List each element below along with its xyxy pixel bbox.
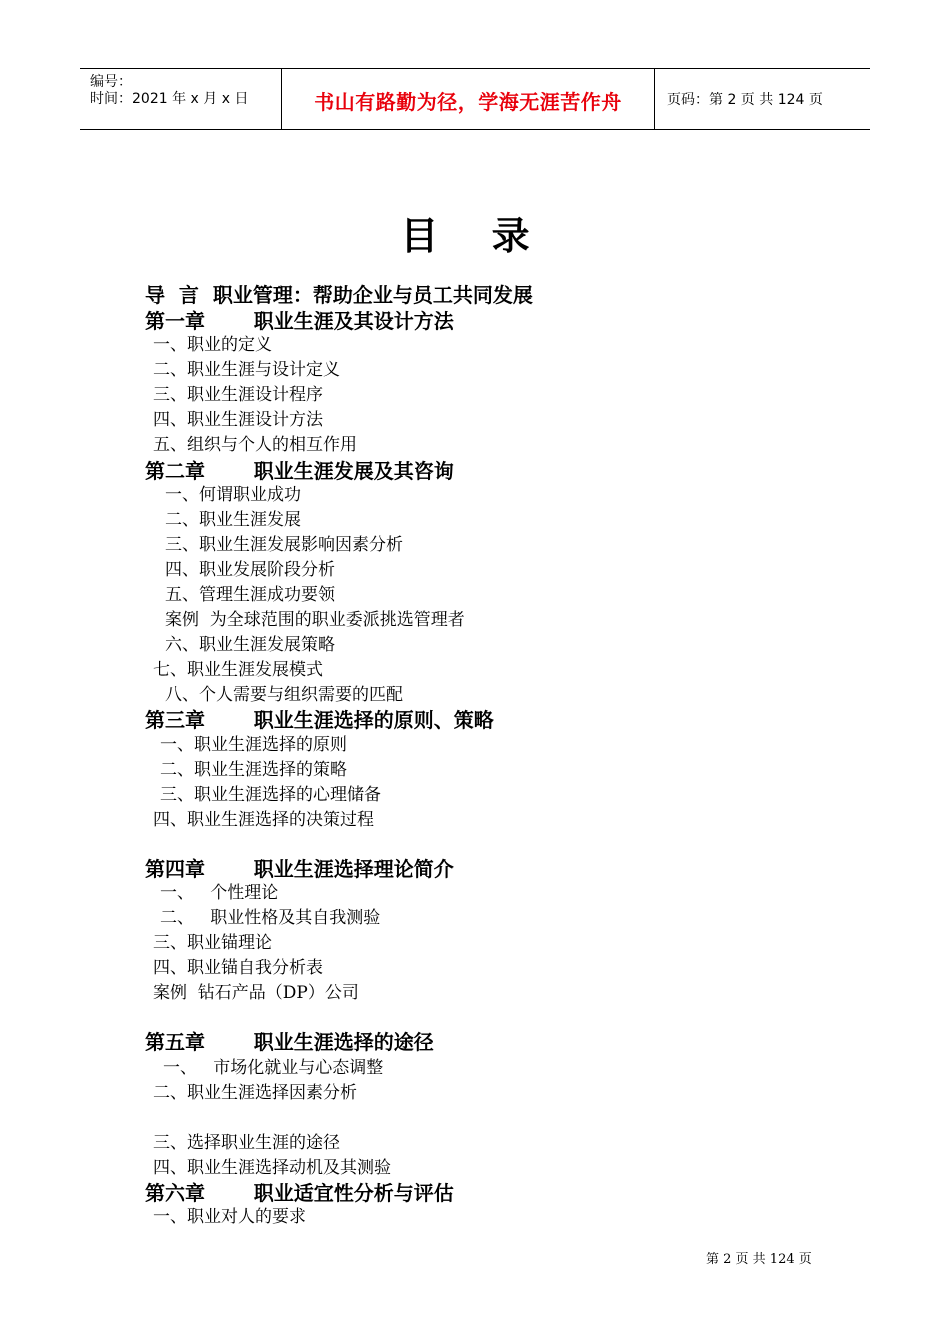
number-label: 编号：: [90, 74, 132, 90]
toc-item: 三、职业生涯发展影响因素分析: [165, 535, 403, 555]
toc-item: 三、职业生涯选择的心理储备: [160, 785, 381, 805]
toc-item: 四、职业生涯设计方法: [153, 410, 323, 430]
page-footer: 第 2 页 共 124 页: [706, 1252, 812, 1267]
toc-item: 二、职业生涯选择因素分析: [153, 1083, 357, 1103]
toc-item: 一、职业的定义: [153, 335, 272, 355]
toc-item: 二、职业生涯与设计定义: [153, 360, 340, 380]
toc-chapter-heading: 第一章 职业生涯及其设计方法: [145, 309, 454, 333]
toc-item: 二、职业生涯发展: [165, 510, 301, 530]
date-label: 时间：2021 年 x 月 x 日: [90, 91, 249, 107]
toc-item: 四、职业发展阶段分析: [165, 560, 335, 580]
toc-item: 四、职业生涯选择动机及其测验: [153, 1158, 391, 1178]
toc-item: 六、职业生涯发展策略: [165, 635, 335, 655]
toc-chapter-heading: 第二章 职业生涯发展及其咨询: [145, 459, 454, 483]
toc-item: 三、职业锚理论: [153, 933, 272, 953]
toc-item: 四、职业生涯选择的决策过程: [153, 810, 374, 830]
toc-item: 七、职业生涯发展模式: [153, 660, 323, 680]
toc-item: 二、职业生涯选择的策略: [160, 760, 347, 780]
toc-item: 一、职业生涯选择的原则: [160, 735, 347, 755]
page-title: 目 录: [400, 213, 550, 258]
motto: 书山有路勤为径，学海无涯苦作舟: [314, 90, 622, 114]
toc-item: 三、职业生涯设计程序: [153, 385, 323, 405]
toc-item: 四、职业锚自我分析表: [153, 958, 323, 978]
header-page-info: 页码：第 2 页 共 124 页: [667, 92, 823, 108]
toc-item: 一、 个性理论: [160, 883, 279, 903]
toc-chapter-heading: 导 言 职业管理：帮助企业与员工共同发展: [145, 283, 533, 307]
toc-item: 一、职业对人的要求: [153, 1207, 306, 1227]
toc-chapter-heading: 第六章 职业适宜性分析与评估: [145, 1181, 454, 1205]
toc-item: 二、 职业性格及其自我测验: [160, 908, 381, 928]
toc-item: 五、管理生涯成功要领: [165, 585, 335, 605]
toc-item: 案例 钻石产品（DP）公司: [153, 983, 359, 1003]
toc-item: 案例 为全球范围的职业委派挑选管理者: [165, 610, 465, 630]
toc-chapter-heading: 第四章 职业生涯选择理论简介: [145, 857, 454, 881]
toc-item: 一、何谓职业成功: [165, 485, 301, 505]
toc-chapter-heading: 第五章 职业生涯选择的途径: [145, 1030, 434, 1054]
toc-item: 一、 市场化就业与心态调整: [163, 1058, 384, 1078]
toc-item: 八、个人需要与组织需要的匹配: [165, 685, 403, 705]
toc-chapter-heading: 第三章 职业生涯选择的原则、策略: [145, 708, 494, 732]
toc-item: 三、选择职业生涯的途径: [153, 1133, 340, 1153]
toc-item: 五、组织与个人的相互作用: [153, 435, 357, 455]
